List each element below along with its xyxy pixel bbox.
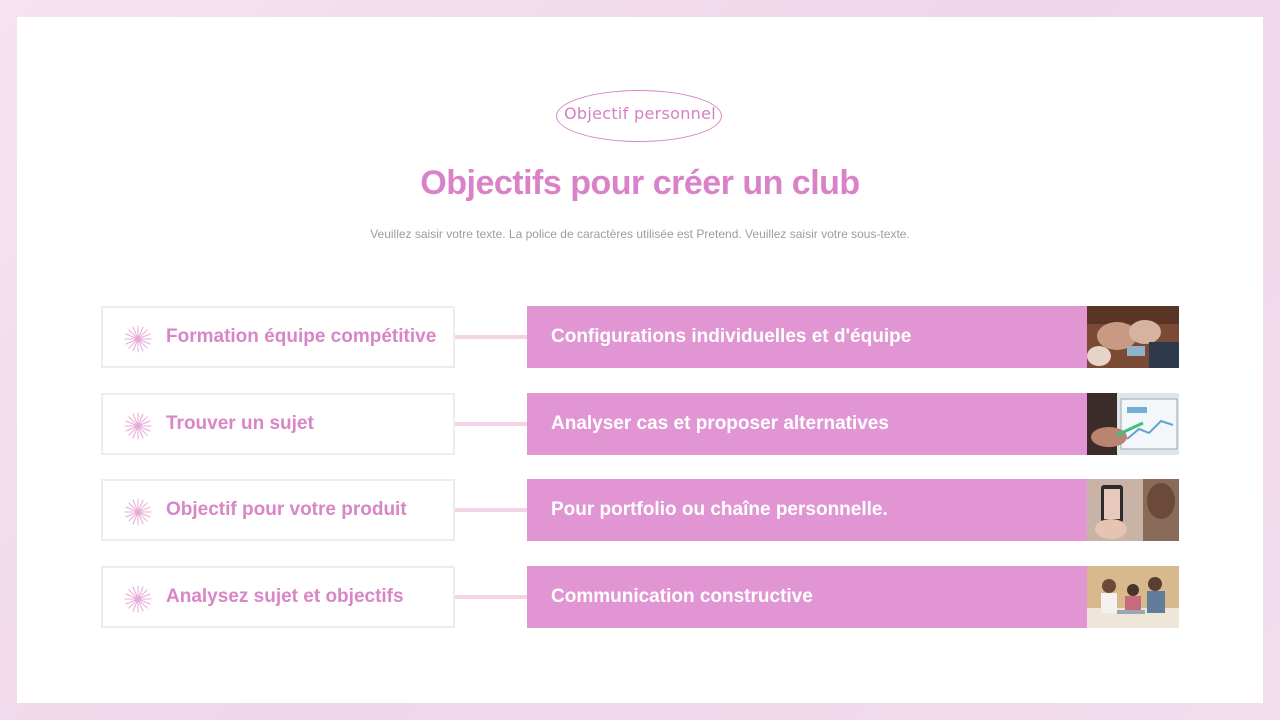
- starburst-icon: [124, 325, 152, 353]
- detail-bar: [527, 566, 1087, 628]
- detail-bar: [527, 479, 1087, 541]
- starburst-icon: [124, 585, 152, 613]
- meeting-photo: [1087, 566, 1179, 628]
- goal-row: [101, 566, 1179, 628]
- detail-label: Pour portfolio ou chaîne personnelle.: [551, 499, 888, 520]
- starburst-icon: [124, 412, 152, 440]
- smartphone-photo: [1087, 479, 1179, 541]
- starburst-icon: [124, 498, 152, 526]
- goal-label: Trouver un sujet: [166, 413, 314, 434]
- goal-row: [101, 479, 1179, 541]
- goal-row: [101, 393, 1179, 455]
- connector-line: [455, 595, 527, 599]
- connector-line: [455, 335, 527, 339]
- goal-box: [101, 566, 455, 628]
- goal-label: Formation équipe compétitive: [166, 326, 437, 347]
- detail-bar: [527, 393, 1087, 455]
- detail-label: Configurations individuelles et d'équipe: [551, 326, 912, 347]
- goal-box: [101, 393, 455, 455]
- goal-box: [101, 479, 455, 541]
- connector-line: [455, 422, 527, 426]
- goal-label: Analysez sujet et objectifs: [166, 586, 404, 607]
- team-hands-photo: [1087, 306, 1179, 368]
- detail-label: Analyser cas et proposer alternatives: [551, 413, 889, 434]
- page-title: Objectifs pour créer un club: [420, 164, 860, 202]
- detail-bar: [527, 306, 1087, 368]
- goal-label: Objectif pour votre produit: [166, 499, 407, 520]
- goal-row: [101, 306, 1179, 368]
- tablet-analysis-photo: [1087, 393, 1179, 455]
- tag-label: Objectif personnel: [564, 104, 716, 123]
- detail-label: Communication constructive: [551, 586, 813, 607]
- goal-box: [101, 306, 455, 368]
- connector-line: [455, 508, 527, 512]
- page-subtitle: Veuillez saisir votre texte. La police de caractères utilisée est Pretend. Veuillez saisir votre sous-texte.: [370, 227, 910, 241]
